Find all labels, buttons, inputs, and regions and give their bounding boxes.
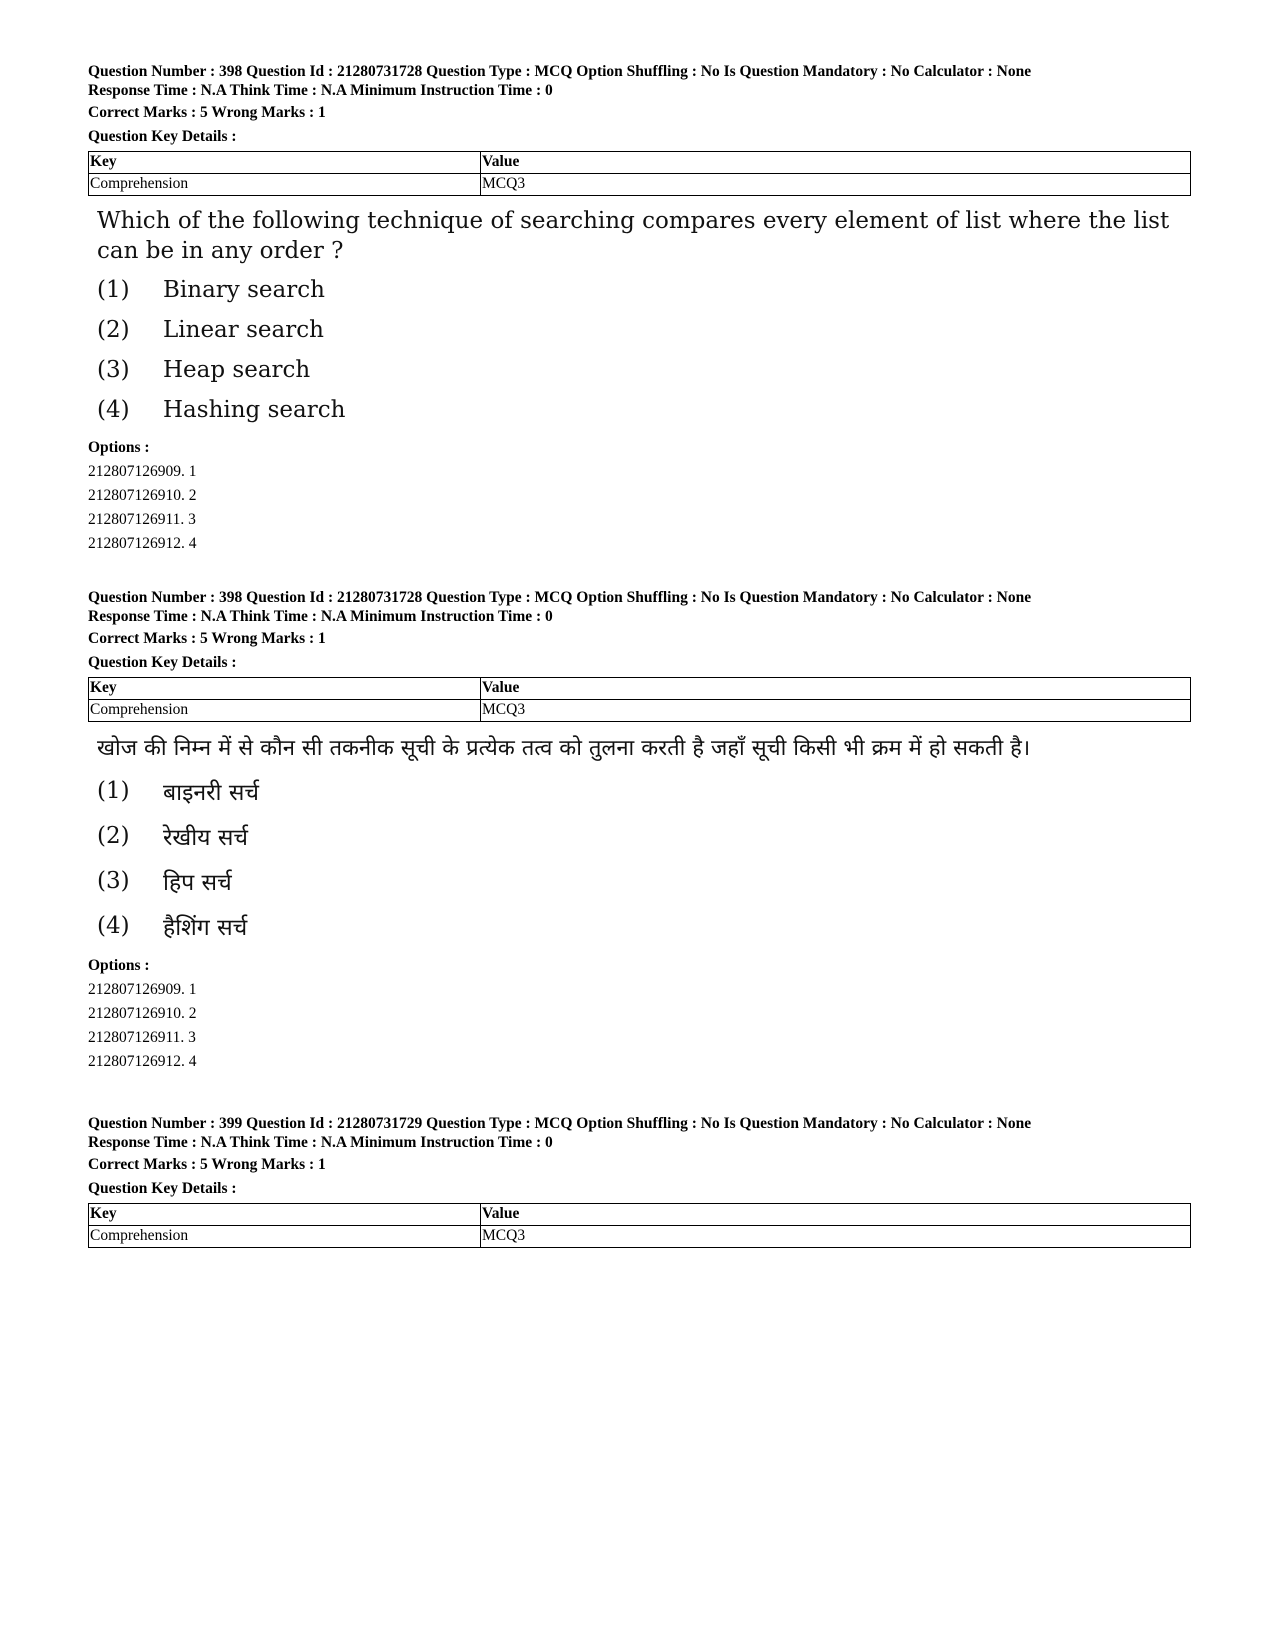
header-value: Value	[481, 1204, 1191, 1226]
question-meta-line: Question Number : 399 Question Id : 21280731729 Question Type : MCQ Option Shuffling : No Is Question Mandatory : No Calculator : None	[88, 1115, 1032, 1132]
table-header-row	[89, 1204, 1191, 1226]
table-header-row	[89, 678, 1191, 700]
choice-number: (1)	[97, 277, 130, 303]
choice-item	[88, 858, 1191, 903]
options-label: Options :	[88, 957, 150, 974]
option-item: 212807126912. 4	[88, 535, 197, 552]
marks-line: Correct Marks : 5 Wrong Marks : 1	[88, 630, 326, 647]
choice-item	[88, 350, 1191, 390]
choice-number: (4)	[97, 397, 130, 423]
question-meta-line: Question Number : 398 Question Id : 21280731728 Question Type : MCQ Option Shuffling : No Is Question Mandatory : No Calculator : None	[88, 589, 1032, 606]
key-details-label: Question Key Details :	[88, 1180, 237, 1197]
choice-number: (2)	[97, 317, 130, 343]
option-item: 212807126911. 3	[88, 511, 196, 528]
choice-item	[88, 813, 1191, 858]
cell-key: Comprehension	[89, 700, 481, 722]
table-row	[89, 1226, 1191, 1248]
key-details-label: Question Key Details :	[88, 654, 237, 671]
table-row	[89, 174, 1191, 196]
header-key: Key	[89, 152, 481, 174]
key-details-table	[88, 677, 1191, 722]
choice-label: बाइनरी सर्च	[163, 779, 259, 806]
header-value: Value	[481, 152, 1191, 174]
choice-item	[88, 270, 1191, 310]
cell-value: MCQ3	[481, 174, 1191, 196]
choice-number: (3)	[97, 357, 130, 383]
timing-meta-line: Response Time : N.A Think Time : N.A Minimum Instruction Time : 0	[88, 82, 553, 99]
table-row	[89, 700, 1191, 722]
choice-number: (1)	[97, 777, 130, 804]
key-details-table	[88, 151, 1191, 196]
choice-label: Binary search	[163, 277, 325, 303]
choice-item	[88, 310, 1191, 350]
choice-item	[88, 768, 1191, 813]
question-text: Which of the following technique of searching compares every element of list where the list can be in any order ?	[97, 208, 1170, 264]
choice-label: Heap search	[163, 357, 311, 383]
option-item: 212807126911. 3	[88, 1029, 196, 1046]
key-details-label: Question Key Details :	[88, 128, 237, 145]
question-meta-line: Question Number : 398 Question Id : 21280731728 Question Type : MCQ Option Shuffling : No Is Question Mandatory : No Calculator : None	[88, 63, 1032, 80]
question-metadata	[88, 588, 1191, 672]
option-item: 212807126912. 4	[88, 1053, 197, 1070]
question-text: खोज की निम्न में से कौन सी तकनीक सूची के प्रत्येक तत्व को तुलना करती है जहाँ सूची किसी भी क्रम में हो सकती है।	[97, 736, 1031, 761]
choice-item	[88, 390, 1191, 430]
question-block-398-english	[88, 62, 1191, 556]
cell-value: MCQ3	[481, 1226, 1191, 1248]
header-key: Key	[89, 678, 481, 700]
timing-meta-line: Response Time : N.A Think Time : N.A Minimum Instruction Time : 0	[88, 608, 553, 625]
timing-meta-line: Response Time : N.A Think Time : N.A Minimum Instruction Time : 0	[88, 1134, 553, 1151]
choice-item	[88, 903, 1191, 948]
choice-label: रेखीय सर्च	[163, 824, 248, 851]
header-value: Value	[481, 678, 1191, 700]
choice-label: हिप सर्च	[163, 869, 232, 896]
header-key: Key	[89, 1204, 481, 1226]
question-block-398-hindi	[88, 588, 1191, 1074]
choice-number: (4)	[97, 912, 130, 939]
question-block-399	[88, 1114, 1191, 1248]
key-details-table	[88, 1203, 1191, 1248]
choice-list	[88, 270, 1191, 430]
option-item: 212807126909. 1	[88, 981, 197, 998]
cell-key: Comprehension	[89, 1226, 481, 1248]
marks-line: Correct Marks : 5 Wrong Marks : 1	[88, 104, 326, 121]
choice-label: हैशिंग सर्च	[163, 914, 248, 941]
question-metadata	[88, 1114, 1191, 1198]
marks-line: Correct Marks : 5 Wrong Marks : 1	[88, 1156, 326, 1173]
question-metadata	[88, 62, 1191, 146]
cell-value: MCQ3	[481, 700, 1191, 722]
choice-list	[88, 768, 1191, 948]
choice-number: (3)	[97, 867, 130, 894]
option-item: 212807126910. 2	[88, 1005, 197, 1022]
options-label: Options :	[88, 439, 150, 456]
table-header-row	[89, 152, 1191, 174]
cell-key: Comprehension	[89, 174, 481, 196]
option-item: 212807126910. 2	[88, 487, 197, 504]
choice-label: Hashing search	[163, 397, 346, 423]
option-item: 212807126909. 1	[88, 463, 197, 480]
choice-number: (2)	[97, 822, 130, 849]
choice-label: Linear search	[163, 317, 324, 343]
